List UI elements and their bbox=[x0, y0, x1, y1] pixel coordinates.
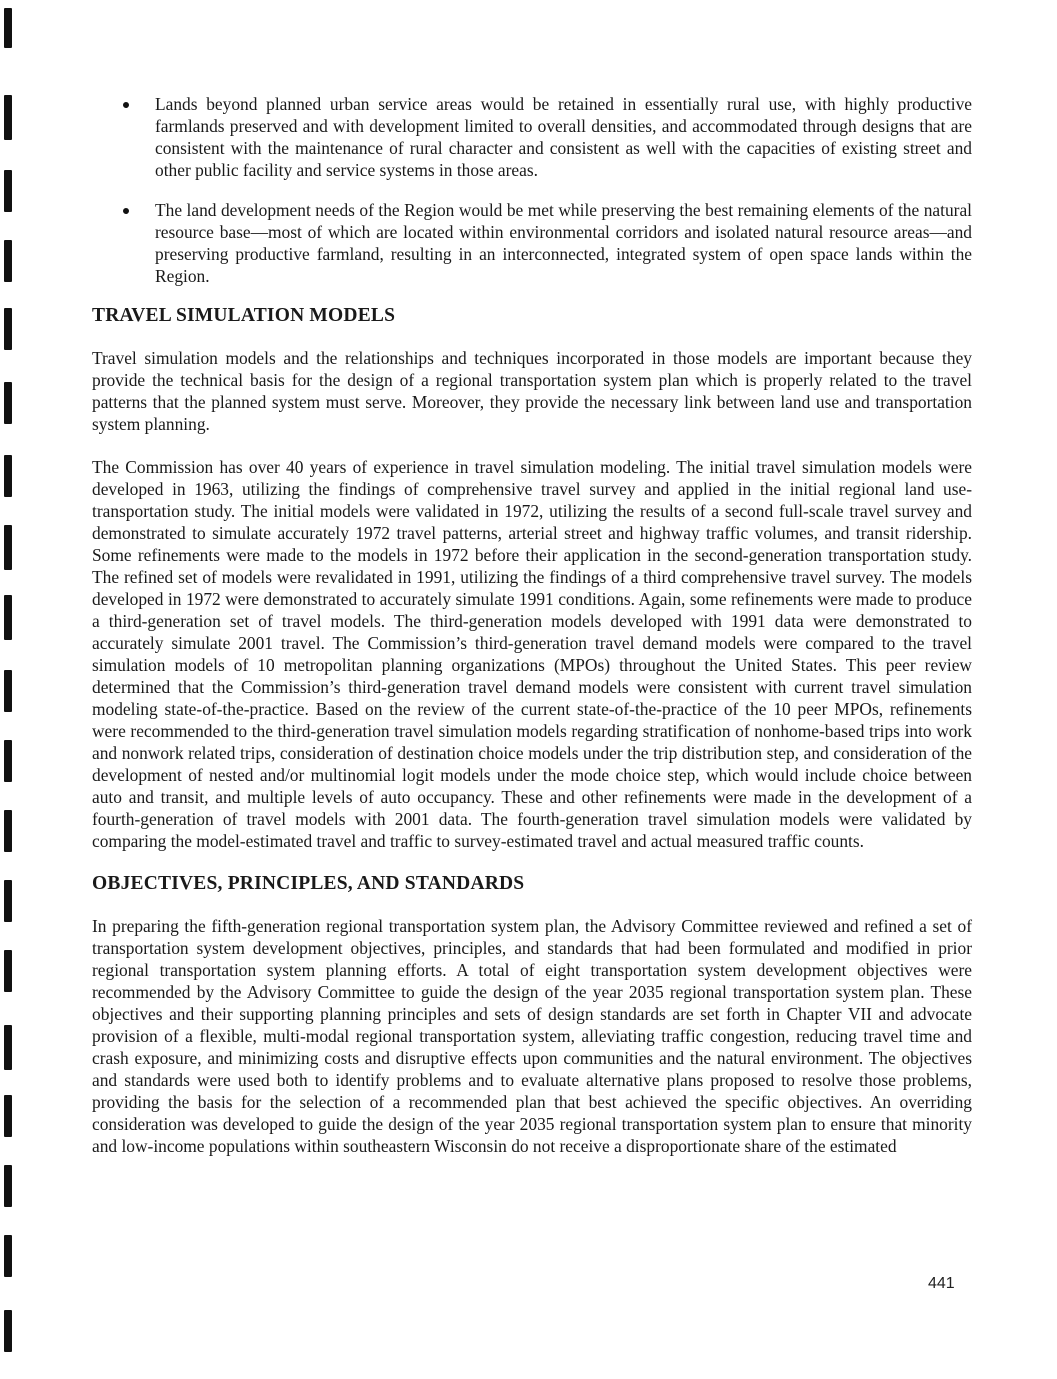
binding-mark bbox=[4, 740, 12, 782]
bullet-dot-icon bbox=[123, 208, 129, 214]
bullet-dot-icon bbox=[123, 102, 129, 108]
binding-mark bbox=[4, 670, 12, 712]
page-number: 441 bbox=[928, 1275, 955, 1292]
bullet-text: Lands beyond planned urban service areas would be retained in essentially rural use, with highly productive farmlands preserved and with development limited to overall densities, and accommodated through designs that are consistent with the maintenance of rural character and consistent as well with the capacities of existing street and other public facility and service systems in those areas. bbox=[155, 94, 972, 180]
binding-mark bbox=[4, 595, 12, 640]
binding-mark bbox=[4, 308, 12, 350]
binding-mark bbox=[4, 1025, 12, 1070]
binding-mark bbox=[4, 950, 12, 992]
binding-mark bbox=[4, 95, 12, 140]
binding-mark bbox=[4, 1310, 12, 1352]
binding-mark bbox=[4, 1095, 12, 1137]
binding-mark bbox=[4, 1165, 12, 1207]
binding-mark bbox=[4, 880, 12, 922]
binding-mark bbox=[4, 382, 12, 424]
bullet-item bbox=[92, 199, 972, 287]
binding-mark bbox=[4, 240, 12, 282]
section-heading-travel-simulation: TRAVEL SIMULATION MODELS bbox=[92, 305, 396, 326]
bullet-text: The land development needs of the Region would be met while preserving the best remaining elements of the natural resource base—most of which are located within environmental corridors and isolated natural resource areas—and preserving productive farmland, resulting in an interconnected, integrated system of open space lands within the Region. bbox=[155, 200, 972, 286]
paragraph: Travel simulation models and the relationships and techniques incorporated in those models are important because they provide the technical basis for the design of a regional transportation system plan which is properly related to the travel patterns that the planned system must serve. Moreover, they provide the necessary link between land use and transportation system planning. bbox=[92, 348, 972, 434]
paragraph: The Commission has over 40 years of experience in travel simulation modeling. The initial travel simulation models were developed in 1963, utilizing the findings of comprehensive travel survey and applied in the initial regional land use-transportation study. The initial models were validated in 1972, utilizing the results of a second full-scale travel survey and demonstrated to simulate accurately 1972 travel patterns, arterial street and highway traffic volumes, and transit ridership. Some refinements were made to the models in 1972 before their application in the second-generation transportation study. The refined set of models were revalidated in 1991, utilizing the findings of a third comprehensive travel survey. The models developed in 1972 were demonstrated to accurately simulate 1991 conditions. Again, some refinements were made to produce a third-generation set of travel models. The third-generation models developed with 1991 data were demonstrated to accurately simulate 2001 travel. The Commission’s third-generation travel demand models were compared to the travel simulation models of 10 metropolitan planning organizations (MPOs) throughout the United States. This peer review determined that the Commission’s third-generation travel demand models were consistent with current travel simulation modeling state-of-the-practice. Based on the review of the current state-of-the-practice of the 10 peer MPOs, refinements were recommended to the third-generation travel simulation models regarding stratification of nonhome-based trips into work and nonwork related trips, consideration of destination choice models under the trip distribution step, and consideration of the development of nested and/or multinomial logit models under the mode choice step, which would include choice between auto and transit, and multiple levels of auto occupancy. These and other refinements were made in the development of a fourth-generation of travel models with 2001 data. The fourth-generation travel simulation models were validated by comparing the model-estimated travel and traffic to survey-estimated travel and actual measured traffic counts. bbox=[92, 457, 972, 851]
paragraph: In preparing the fifth-generation regional transportation system plan, the Advisory Committee reviewed and refined a set of transportation system development objectives, principles, and standards that had been formulated and modified in prior regional transportation system planning efforts. A total of eight transportation system development objectives were recommended by the Advisory Committee to guide the design of the year 2035 regional transportation system plan. These objectives and their supporting planning principles and sets of design standards are set forth in Chapter VII and advocate provision of a flexible, multi-modal regional transportation system, alleviating traffic congestion, reducing travel time and crash exposure, and minimizing costs and disruptive effects upon communities and the natural environment. The objectives and standards were used both to identify problems and to evaluate alternative plans proposed to resolve those problems, providing the basis for the selection of a recommended plan that best achieved the specific objectives. An overriding consideration was developed to guide the design of the year 2035 regional transportation system plan to ensure that minority and low-income populations within southeastern Wisconsin do not receive a disproportionate share of the estimated bbox=[92, 916, 972, 1156]
page-content bbox=[92, 93, 972, 1178]
binding-mark bbox=[4, 1235, 12, 1277]
section-heading-objectives: OBJECTIVES, PRINCIPLES, AND STANDARDS bbox=[92, 873, 525, 894]
binding-edge bbox=[0, 0, 20, 1379]
binding-mark bbox=[4, 455, 12, 497]
bullet-list bbox=[92, 93, 972, 287]
binding-mark bbox=[4, 525, 12, 570]
bullet-item bbox=[92, 93, 972, 181]
binding-mark bbox=[4, 810, 12, 852]
binding-mark bbox=[4, 8, 12, 48]
binding-mark bbox=[4, 170, 12, 212]
